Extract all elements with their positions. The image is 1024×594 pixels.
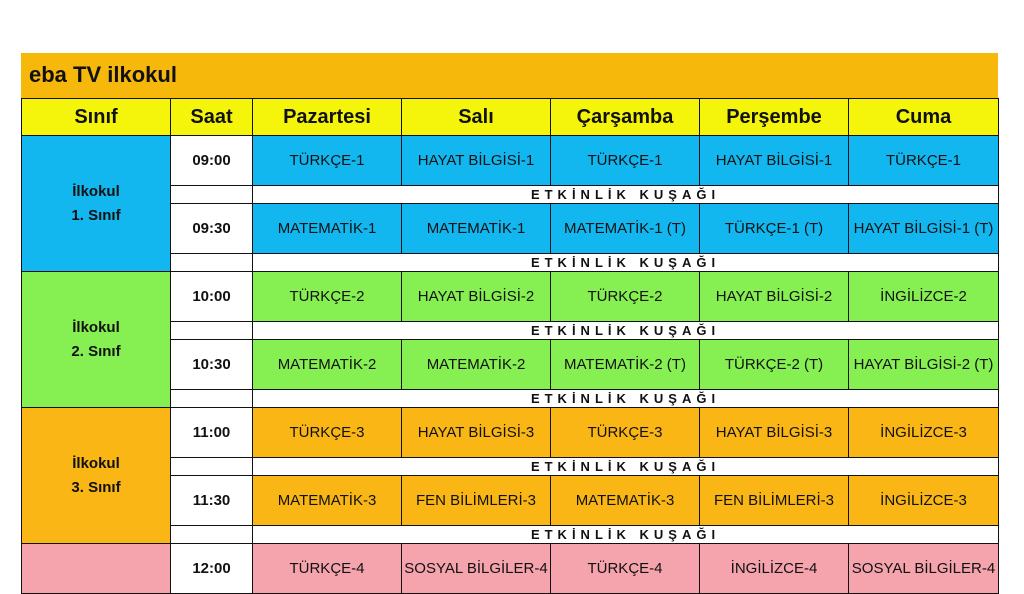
schedule-table	[21, 98, 999, 594]
lesson-cell: HAYAT BİLGİSİ-2	[402, 272, 551, 322]
lesson-cell: TÜRKÇE-2 (T)	[700, 340, 849, 390]
class-line2: 3. Sınıf	[71, 478, 121, 496]
lesson-cell: HAYAT BİLGİSİ-1	[700, 136, 849, 186]
lesson-cell: SOSYAL BİLGİLER-4	[849, 544, 999, 594]
activity-band-label: ETKİNLİK KUŞAĞI	[253, 458, 999, 476]
lesson-cell: MATEMATİK-2	[253, 340, 402, 390]
table-row	[22, 136, 999, 186]
header-carsamba: Çarşamba	[551, 99, 700, 136]
lesson-cell: FEN BİLİMLERİ-3	[700, 476, 849, 526]
lesson-cell: MATEMATİK-2 (T)	[551, 340, 700, 390]
lesson-cell: HAYAT BİLGİSİ-3	[402, 408, 551, 458]
class-line1: İlkokul	[72, 318, 120, 336]
activity-band-label: ETKİNLİK KUŞAĞI	[253, 526, 999, 544]
lesson-cell: MATEMATİK-2	[402, 340, 551, 390]
class-cell	[22, 136, 171, 272]
band-blank-cell	[171, 526, 253, 544]
header-row	[22, 99, 999, 136]
header-cuma: Cuma	[849, 99, 999, 136]
band-blank-cell	[171, 186, 253, 204]
header-saat: Saat	[171, 99, 253, 136]
lesson-cell: SOSYAL BİLGİLER-4	[402, 544, 551, 594]
lesson-cell: TÜRKÇE-1	[849, 136, 999, 186]
band-blank-cell	[171, 254, 253, 272]
class-cell	[22, 408, 171, 544]
header-persembe: Perşembe	[700, 99, 849, 136]
lesson-cell: İNGİLİZCE-4	[700, 544, 849, 594]
lesson-cell: MATEMATİK-3	[253, 476, 402, 526]
lesson-cell: İNGİLİZCE-3	[849, 476, 999, 526]
class-line2: 2. Sınıf	[71, 342, 121, 360]
lesson-cell: TÜRKÇE-3	[551, 408, 700, 458]
time-cell: 10:00	[171, 272, 253, 322]
lesson-cell: TÜRKÇE-2	[253, 272, 402, 322]
table-row	[22, 272, 999, 322]
activity-band-label: ETKİNLİK KUŞAĞI	[253, 186, 999, 204]
class-line2: 1. Sınıf	[71, 206, 121, 224]
lesson-cell: HAYAT BİLGİSİ-2 (T)	[849, 340, 999, 390]
class-line1: İlkokul	[72, 182, 120, 200]
lesson-cell: İNGİLİZCE-3	[849, 408, 999, 458]
lesson-cell: HAYAT BİLGİSİ-1	[402, 136, 551, 186]
activity-band-label: ETKİNLİK KUŞAĞI	[253, 322, 999, 340]
lesson-cell: TÜRKÇE-4	[551, 544, 700, 594]
lesson-cell: HAYAT BİLGİSİ-2	[700, 272, 849, 322]
class-cell	[22, 272, 171, 408]
lesson-cell: TÜRKÇE-1	[551, 136, 700, 186]
lesson-cell: HAYAT BİLGİSİ-1 (T)	[849, 204, 999, 254]
header-sali: Salı	[402, 99, 551, 136]
lesson-cell: TÜRKÇE-1 (T)	[700, 204, 849, 254]
band-blank-cell	[171, 458, 253, 476]
lesson-cell: TÜRKÇE-1	[253, 136, 402, 186]
time-cell: 09:00	[171, 136, 253, 186]
lesson-cell: TÜRKÇE-4	[253, 544, 402, 594]
lesson-cell: MATEMATİK-1 (T)	[551, 204, 700, 254]
class-line1: İlkokul	[72, 454, 120, 472]
table-row	[22, 408, 999, 458]
lesson-cell: MATEMATİK-3	[551, 476, 700, 526]
time-cell: 11:30	[171, 476, 253, 526]
page-title: eba TV ilkokul	[29, 62, 177, 87]
band-blank-cell	[171, 390, 253, 408]
table-row	[22, 544, 999, 594]
lesson-cell: İNGİLİZCE-2	[849, 272, 999, 322]
time-cell: 10:30	[171, 340, 253, 390]
class-cell	[22, 544, 171, 594]
lesson-cell: MATEMATİK-1	[402, 204, 551, 254]
header-pazartesi: Pazartesi	[253, 99, 402, 136]
lesson-cell: HAYAT BİLGİSİ-3	[700, 408, 849, 458]
activity-band-label: ETKİNLİK KUŞAĞI	[253, 254, 999, 272]
band-blank-cell	[171, 322, 253, 340]
lesson-cell: TÜRKÇE-2	[551, 272, 700, 322]
lesson-cell: TÜRKÇE-3	[253, 408, 402, 458]
header-sinif: Sınıf	[22, 99, 171, 136]
activity-band-label: ETKİNLİK KUŞAĞI	[253, 390, 999, 408]
time-cell: 12:00	[171, 544, 253, 594]
lesson-cell: MATEMATİK-1	[253, 204, 402, 254]
time-cell: 11:00	[171, 408, 253, 458]
time-cell: 09:30	[171, 204, 253, 254]
lesson-cell: FEN BİLİMLERİ-3	[402, 476, 551, 526]
